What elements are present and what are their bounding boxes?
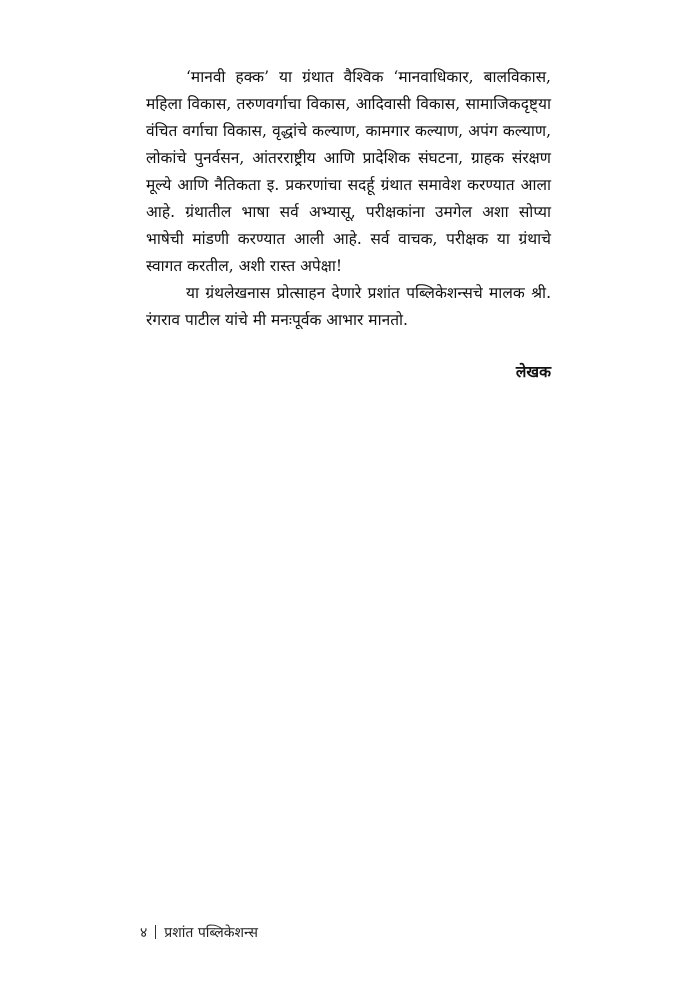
document-body	[146, 64, 551, 385]
page-footer	[140, 923, 258, 943]
paragraph-intro: ‘मानवी हक्क’ या ग्रंथात वैश्विक ‘मानवाधिकार, बालविकास, महिला विकास, तरुणवर्गाचा विकास, आदिवासी विकास, सामाजिकदृष्ट्या वंचित वर्गाचा विकास, वृद्धांचे कल्याण, कामगार कल्याण, अपंग कल्याण, लोकांचे पुनर्वसन, आंतरराष्ट्रीय आणि प्रादेशिक संघटना, ग्राहक संरक्षण मूल्ये आणि नैतिकता इ. प्रकरणांचा सदर्हू ग्रंथात समावेश करण्यात आला आहे. ग्रंथातील भाषा सर्व अभ्यासू, परीक्षकांना उमगेल अशा सोप्या भाषेची मांडणी करण्यात आली आहे. सर्व वाचक, परीक्षक या ग्रंथाचे स्वागत करतील, अशी रास्त अपेक्षा!	[146, 68, 551, 275]
footer-separator	[155, 925, 156, 939]
author-signature: लेखक	[515, 362, 551, 381]
paragraph-acknowledgement: या ग्रंथलेखनास प्रोत्साहन देणारे प्रशांत पब्लिकेशन्सचे मालक श्री. रंगराव पाटील यांचे मी मनःपूर्वक आभार मानतो.	[146, 284, 551, 329]
page-number: ४	[140, 925, 148, 941]
publisher-name: प्रशांत पब्लिकेशन्स	[164, 925, 258, 941]
